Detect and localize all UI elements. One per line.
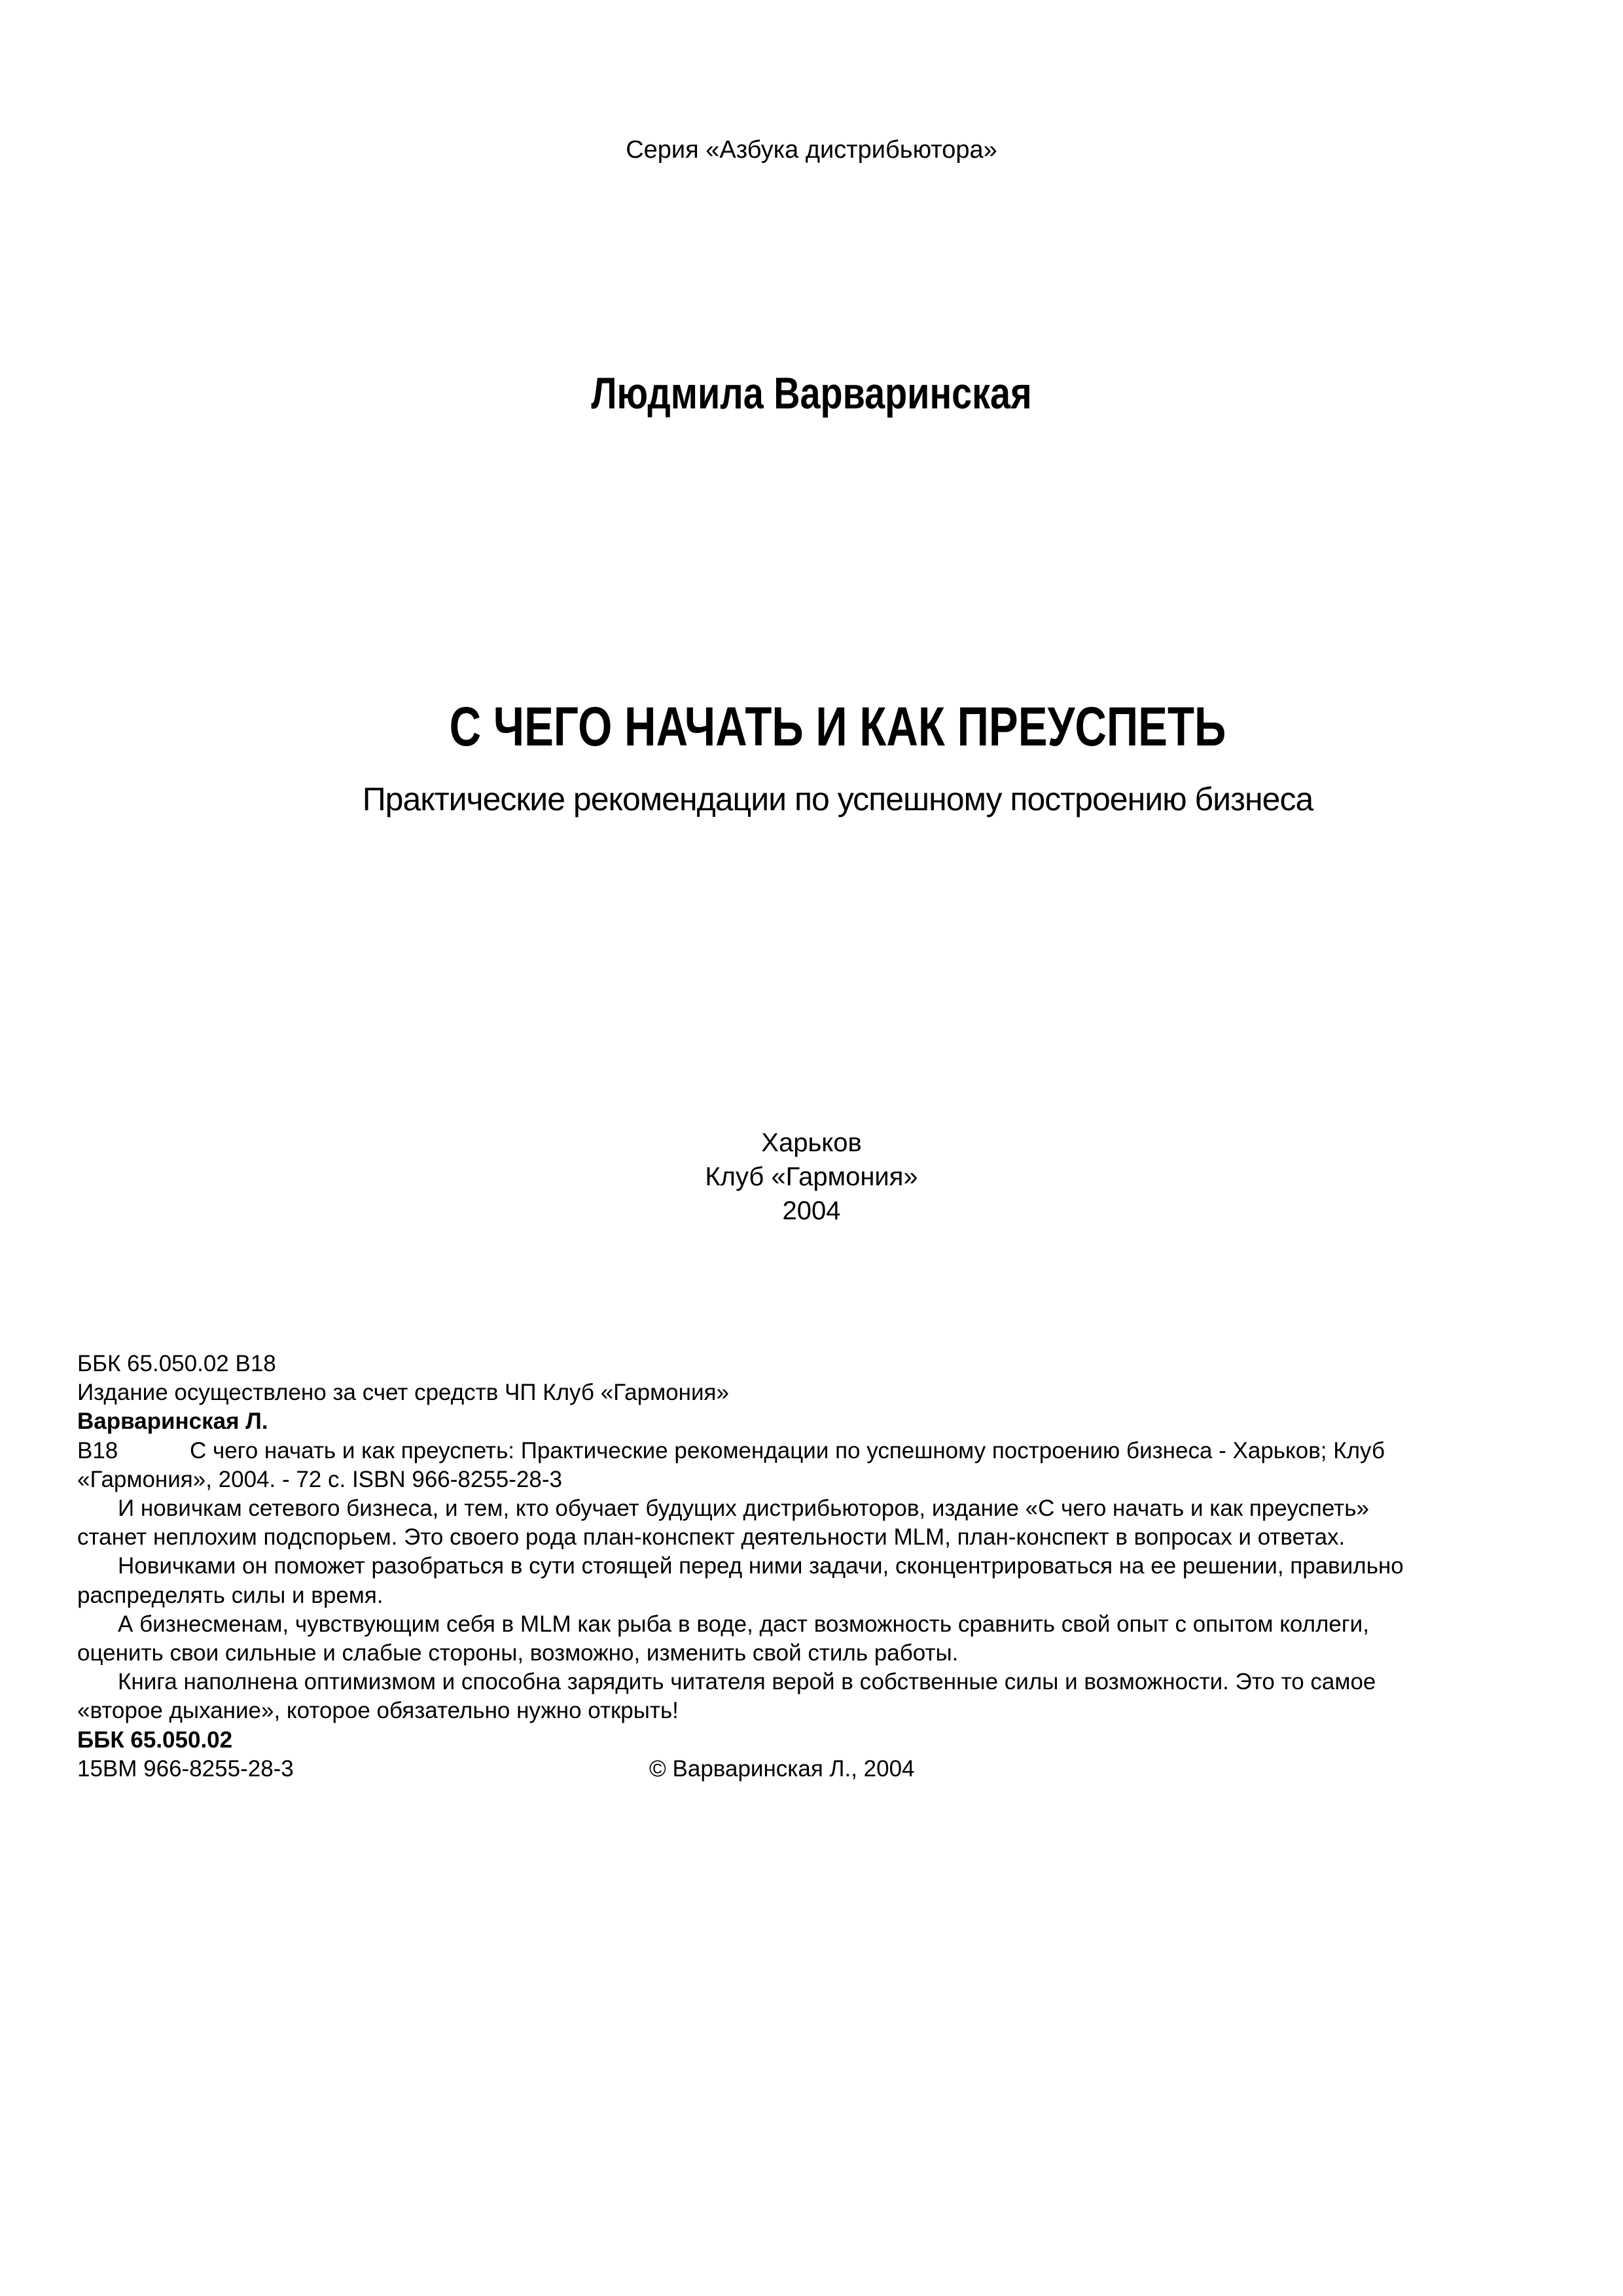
series-title: Серия «Азбука дистрибьютора»	[626, 136, 997, 164]
imprint-publisher: Клуб «Гармония»	[705, 1162, 918, 1191]
copyright-notice: © Варваринская Л., 2004	[649, 1755, 915, 1782]
isbn-footer: 15BM 966-8255-28-3	[77, 1755, 294, 1782]
author-short: Варваринская Л.	[77, 1408, 268, 1435]
annotation-paragraph-2-line1: Новичками он поможет разобраться в сути стоящей перед ними задачи, сконцентрироваться на ее решении, правильно	[118, 1553, 1404, 1579]
funding-note: Издание осуществлено за счет средств ЧП Клуб «Гармония»	[77, 1380, 729, 1406]
catalog-record-line1	[77, 1437, 1517, 1465]
annotation-paragraph-4-line2: «второе дыхание», которое обязательно нужно открыть!	[77, 1698, 679, 1724]
catalog-record-line2: «Гармония», 2004. - 72 с. ISBN 966-8255-28-3	[77, 1466, 562, 1492]
imprint-block	[654, 1126, 969, 1228]
annotation-paragraph-4-line1: Книга наполнена оптимизмом и способна зарядить читателя верой в собственные силы и возможности. Это то самое	[118, 1669, 1376, 1695]
annotation-paragraph-3-line2: оценить свои сильные и слабые стороны, возможно, изменить свой стиль работы.	[77, 1640, 959, 1666]
annotation-paragraph-1-line1: И новичкам сетевого бизнеса, и тем, кто обучает будущих дистрибьюторов, издание «С чего начать и как преуспеть»	[118, 1496, 1369, 1522]
imprint-city: Харьков	[761, 1128, 862, 1157]
book-subtitle: Практические рекомендации по успешному построению бизнеса	[362, 781, 1313, 817]
catalog-record-text: С чего начать и как преуспеть: Практические рекомендации по успешному построению бизнеса - Харьков; Клуб	[190, 1437, 1385, 1463]
annotation-paragraph-1-line2: станет неплохим подспорьем. Это своего рода план-конспект деятельности MLM, план-конспект в вопросах и ответах.	[77, 1524, 1346, 1551]
bbk-footer: ББК 65.050.02	[77, 1727, 233, 1753]
catalog-code: В18	[77, 1437, 118, 1463]
book-title: С ЧЕГО НАЧАТЬ И КАК ПРЕУСПЕТЬ	[449, 696, 1226, 757]
author-name: Людмила Варваринская	[591, 368, 1032, 418]
bibliographic-block	[77, 1350, 1517, 1784]
annotation-paragraph-3-line1: А бизнесменам, чувствующим себя в MLM как рыба в воде, даст возможность сравнить свой опыт с опытом коллеги,	[118, 1611, 1369, 1637]
imprint-year: 2004	[782, 1196, 841, 1225]
isbn-copyright-line	[77, 1755, 1517, 1784]
bbk-header: ББК 65.050.02 В18	[77, 1351, 276, 1376]
annotation-paragraph-2-line2: распределять силы и время.	[77, 1582, 383, 1608]
